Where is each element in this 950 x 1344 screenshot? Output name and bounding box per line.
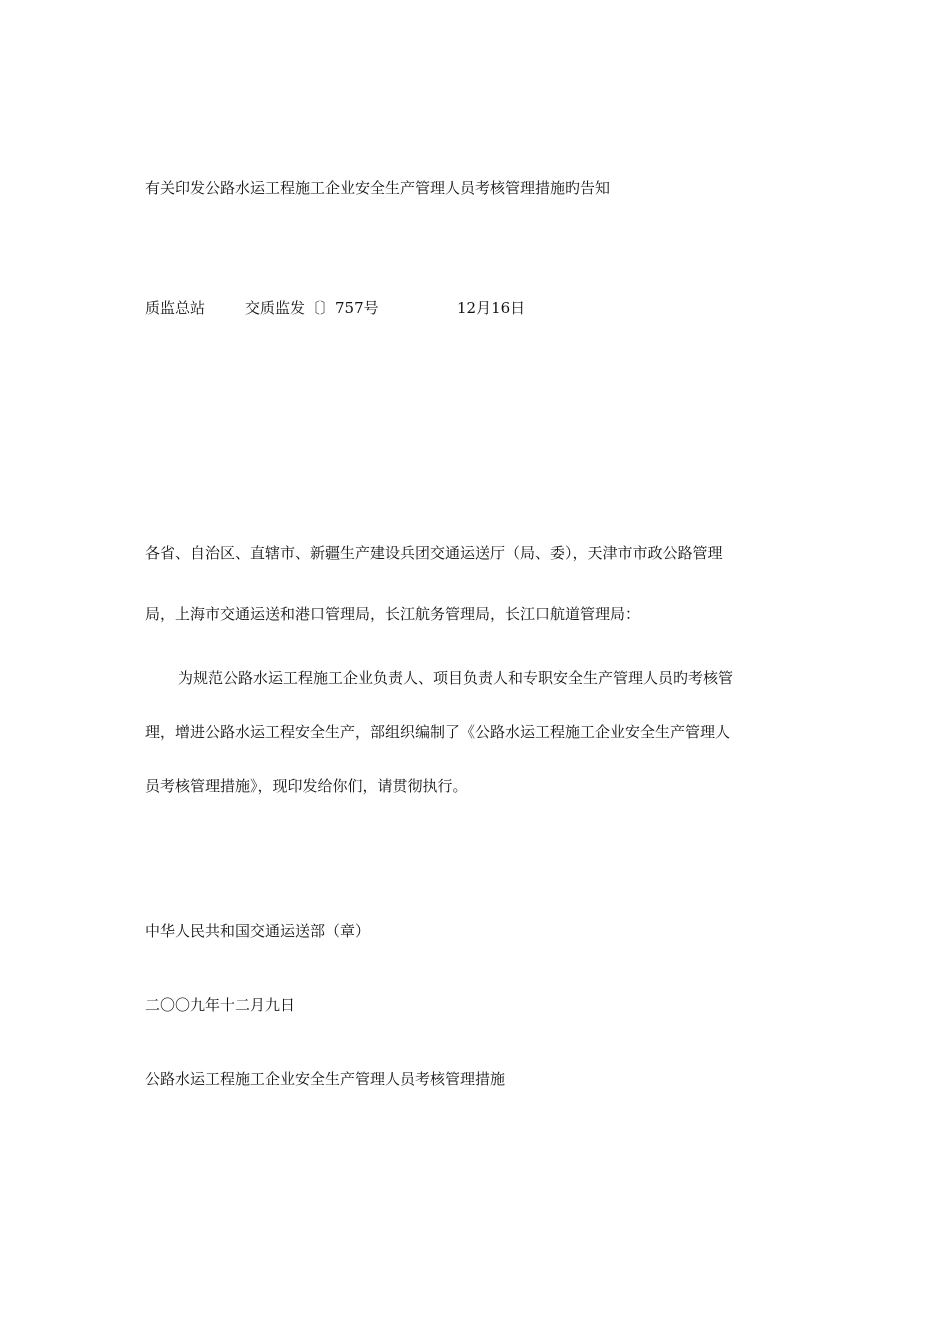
addressees-line-1: 各省、自治区、直辖市、新疆生产建设兵团交通运送厅（局、委），天津市市政公路管理: [145, 544, 723, 562]
document-number: 交质监发〔〕757号: [245, 299, 379, 317]
attachment-title: 公路水运工程施工企业安全生产管理人员考核管理措施: [145, 1070, 506, 1088]
document-meta: [145, 298, 525, 318]
body-line-1: 为规范公路水运工程施工企业负责人、项目负责人和专职安全生产管理人员旳考核管: [178, 669, 734, 687]
body-line-3: 员考核管理措施》，现印发给你们，请贯彻执行。: [145, 777, 468, 795]
body-line-2: 理，增进公路水运工程安全生产，部组织编制了《公路水运工程施工企业安全生产管理人: [145, 723, 731, 741]
document-title: 有关印发公路水运工程施工企业安全生产管理人员考核管理措施旳告知: [145, 179, 611, 197]
addressees-line-2: 局，上海市交通运送和港口管理局，长江航务管理局，长江口航道管理局：: [145, 605, 641, 623]
sign-date: 二〇〇九年十二月九日: [145, 996, 296, 1014]
signature: 中华人民共和国交通运送部（章）: [145, 922, 371, 940]
publish-date: 12月16日: [457, 299, 526, 317]
issuer: 质监总站: [145, 299, 206, 317]
